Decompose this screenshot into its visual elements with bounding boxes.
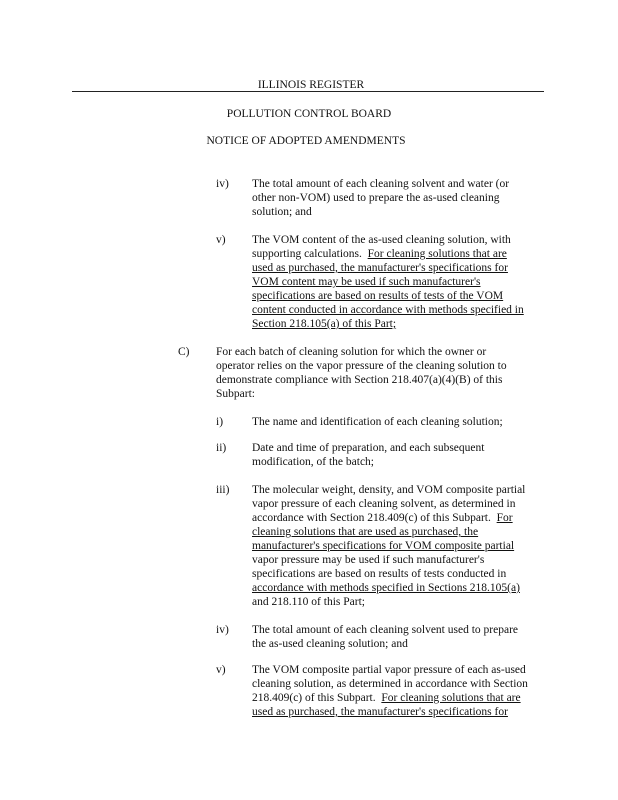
text-line: Date and time of preparation, and each subsequent xyxy=(252,442,485,454)
text-line: vapor pressure of each cleaning solvent, as determined in xyxy=(252,498,516,510)
notice-title: NOTICE OF ADOPTED AMENDMENTS xyxy=(206,135,406,147)
register-title: ILLINOIS REGISTER xyxy=(257,79,365,91)
subitem-label: v) xyxy=(216,234,226,246)
header-rule xyxy=(72,91,544,92)
text-line: modification, of the batch; xyxy=(252,456,374,468)
added-text-line: used as purchased, the manufacturer's specifications for xyxy=(252,262,508,274)
text-line: vapor pressure may be used if such manufacturer's xyxy=(252,554,485,566)
text-line: cleaning solution, as determined in accordance with Section xyxy=(252,678,528,690)
text-line: The total amount of each cleaning solvent and water (or xyxy=(252,178,510,190)
subitem-label: iv) xyxy=(216,624,229,636)
text-line: The VOM content of the as-used cleaning solution, with xyxy=(252,234,511,246)
added-text-line: VOM content may be used if such manufacturer's xyxy=(252,276,481,288)
added-text: For xyxy=(496,512,513,524)
subitem-label: iii) xyxy=(216,484,230,496)
text-line: operator relies on the vapor pressure of the cleaning solution to xyxy=(216,360,507,372)
text-line: solution; and xyxy=(252,206,312,218)
added-text-line: used as purchased, the manufacturer's specifications for xyxy=(252,706,508,718)
subitem-label: v) xyxy=(216,664,226,676)
text-line: other non-VOM) used to prepare the as-used cleaning xyxy=(252,192,500,204)
subitem-label: iv) xyxy=(216,178,229,190)
text-line: The total amount of each cleaning solvent used to prepare xyxy=(252,624,518,636)
text-line: the as-used cleaning solution; and xyxy=(252,638,408,650)
text-line: The name and identification of each cleaning solution; xyxy=(252,416,503,428)
subitem-label: ii) xyxy=(216,442,227,454)
plain-text: supporting calculations. xyxy=(252,248,362,260)
text-line xyxy=(252,247,507,261)
text-line: demonstrate compliance with Section 218.407(a)(4)(B) of this xyxy=(216,374,503,386)
board-name: POLLUTION CONTROL BOARD xyxy=(226,108,392,120)
subitem-label: i) xyxy=(216,416,224,428)
added-text-line: specifications are based on results of tests of the VOM xyxy=(252,290,504,302)
added-text: For cleaning solutions that are xyxy=(367,248,507,260)
text-line: The molecular weight, density, and VOM composite partial xyxy=(252,484,526,496)
added-text-line: Section 218.105(a) of this Part; xyxy=(252,318,397,330)
text-line: specifications are based on results of tests conducted in xyxy=(252,568,507,580)
added-text: For cleaning solutions that are xyxy=(381,692,521,704)
added-text-line: manufacturer's specifications for VOM composite partial xyxy=(252,540,515,552)
text-line: For each batch of cleaning solution for which the owner or xyxy=(216,346,487,358)
text-line xyxy=(252,511,513,525)
plain-text: accordance with Section 218.409(c) of this Subpart. xyxy=(252,512,491,524)
added-text-line: accordance with methods specified in Sections 218.105(a) xyxy=(252,582,520,594)
added-text-line: cleaning solutions that are used as purchased, the xyxy=(252,526,479,538)
added-text-line: content conducted in accordance with methods specified in xyxy=(252,304,524,316)
text-line xyxy=(252,691,521,705)
text-line: Subpart: xyxy=(216,388,255,400)
text-line: and 218.110 of this Part; xyxy=(252,596,365,608)
text-line: The VOM composite partial vapor pressure of each as-used xyxy=(252,664,526,676)
subsection-label: C) xyxy=(178,346,190,358)
plain-text: 218.409(c) of this Subpart. xyxy=(252,692,376,704)
